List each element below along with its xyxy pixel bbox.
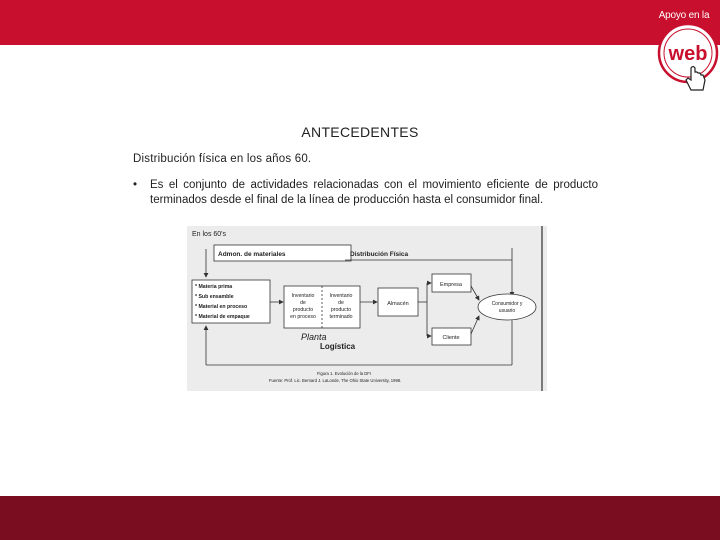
footer-band — [0, 496, 720, 540]
logo-word: web — [668, 43, 708, 65]
header-band — [0, 0, 720, 45]
consumidor-line: Consumidor y — [491, 301, 523, 307]
material-item: * Material en proceso — [195, 304, 248, 310]
bullet-item — [133, 178, 598, 208]
logo-caption: Apoyo en la — [658, 10, 710, 21]
cliente-label: Cliente — [442, 335, 460, 341]
inv-proceso-line: en proceso — [290, 314, 316, 320]
bullet-text: Es el conjunto de actividades relacionadas con el movimiento eficiente de producto terminados desde el final de la línea de producción hasta el consumidor final. — [150, 179, 598, 206]
consumidor-ellipse — [478, 294, 536, 320]
logistics-diagram — [187, 226, 547, 391]
material-item: * Material de empaque — [195, 314, 250, 320]
inv-proceso-line: Inventario — [291, 293, 315, 299]
material-item: * Sub ensamble — [195, 294, 234, 300]
page-title: ANTECEDENTES — [301, 124, 419, 140]
consumidor-line: usuario — [498, 308, 516, 314]
material-item: * Materia prima — [195, 284, 233, 290]
inv-proceso-line: de — [300, 300, 306, 306]
period-label: En los 60's — [192, 231, 227, 238]
almacen-label: Almacén — [387, 301, 409, 307]
empresa-label: Empresa — [439, 282, 463, 288]
figure-source: Fuente: Prof. Lic. Bernard J. LaLonde, The Ohio State University, 1998. — [269, 378, 402, 383]
inv-terminado-line: terminado — [329, 314, 353, 320]
inv-proceso-line: producto — [292, 307, 314, 313]
inv-terminado-line: producto — [330, 307, 352, 313]
admon-label: Admon. de materiales — [218, 251, 286, 258]
web-logo — [655, 22, 720, 98]
bullet-marker: • — [133, 179, 138, 191]
subtitle: Distribución física en los años 60. — [133, 153, 312, 165]
planta-label: Planta — [301, 332, 327, 342]
inv-terminado-line: de — [338, 300, 344, 306]
figure-caption: Figura 1. Evolución de la DFI — [317, 371, 371, 376]
logistica-label: Logística — [320, 342, 356, 351]
distribucion-label: Distribución Física — [350, 251, 409, 258]
inv-terminado-line: Inventario — [329, 293, 353, 299]
